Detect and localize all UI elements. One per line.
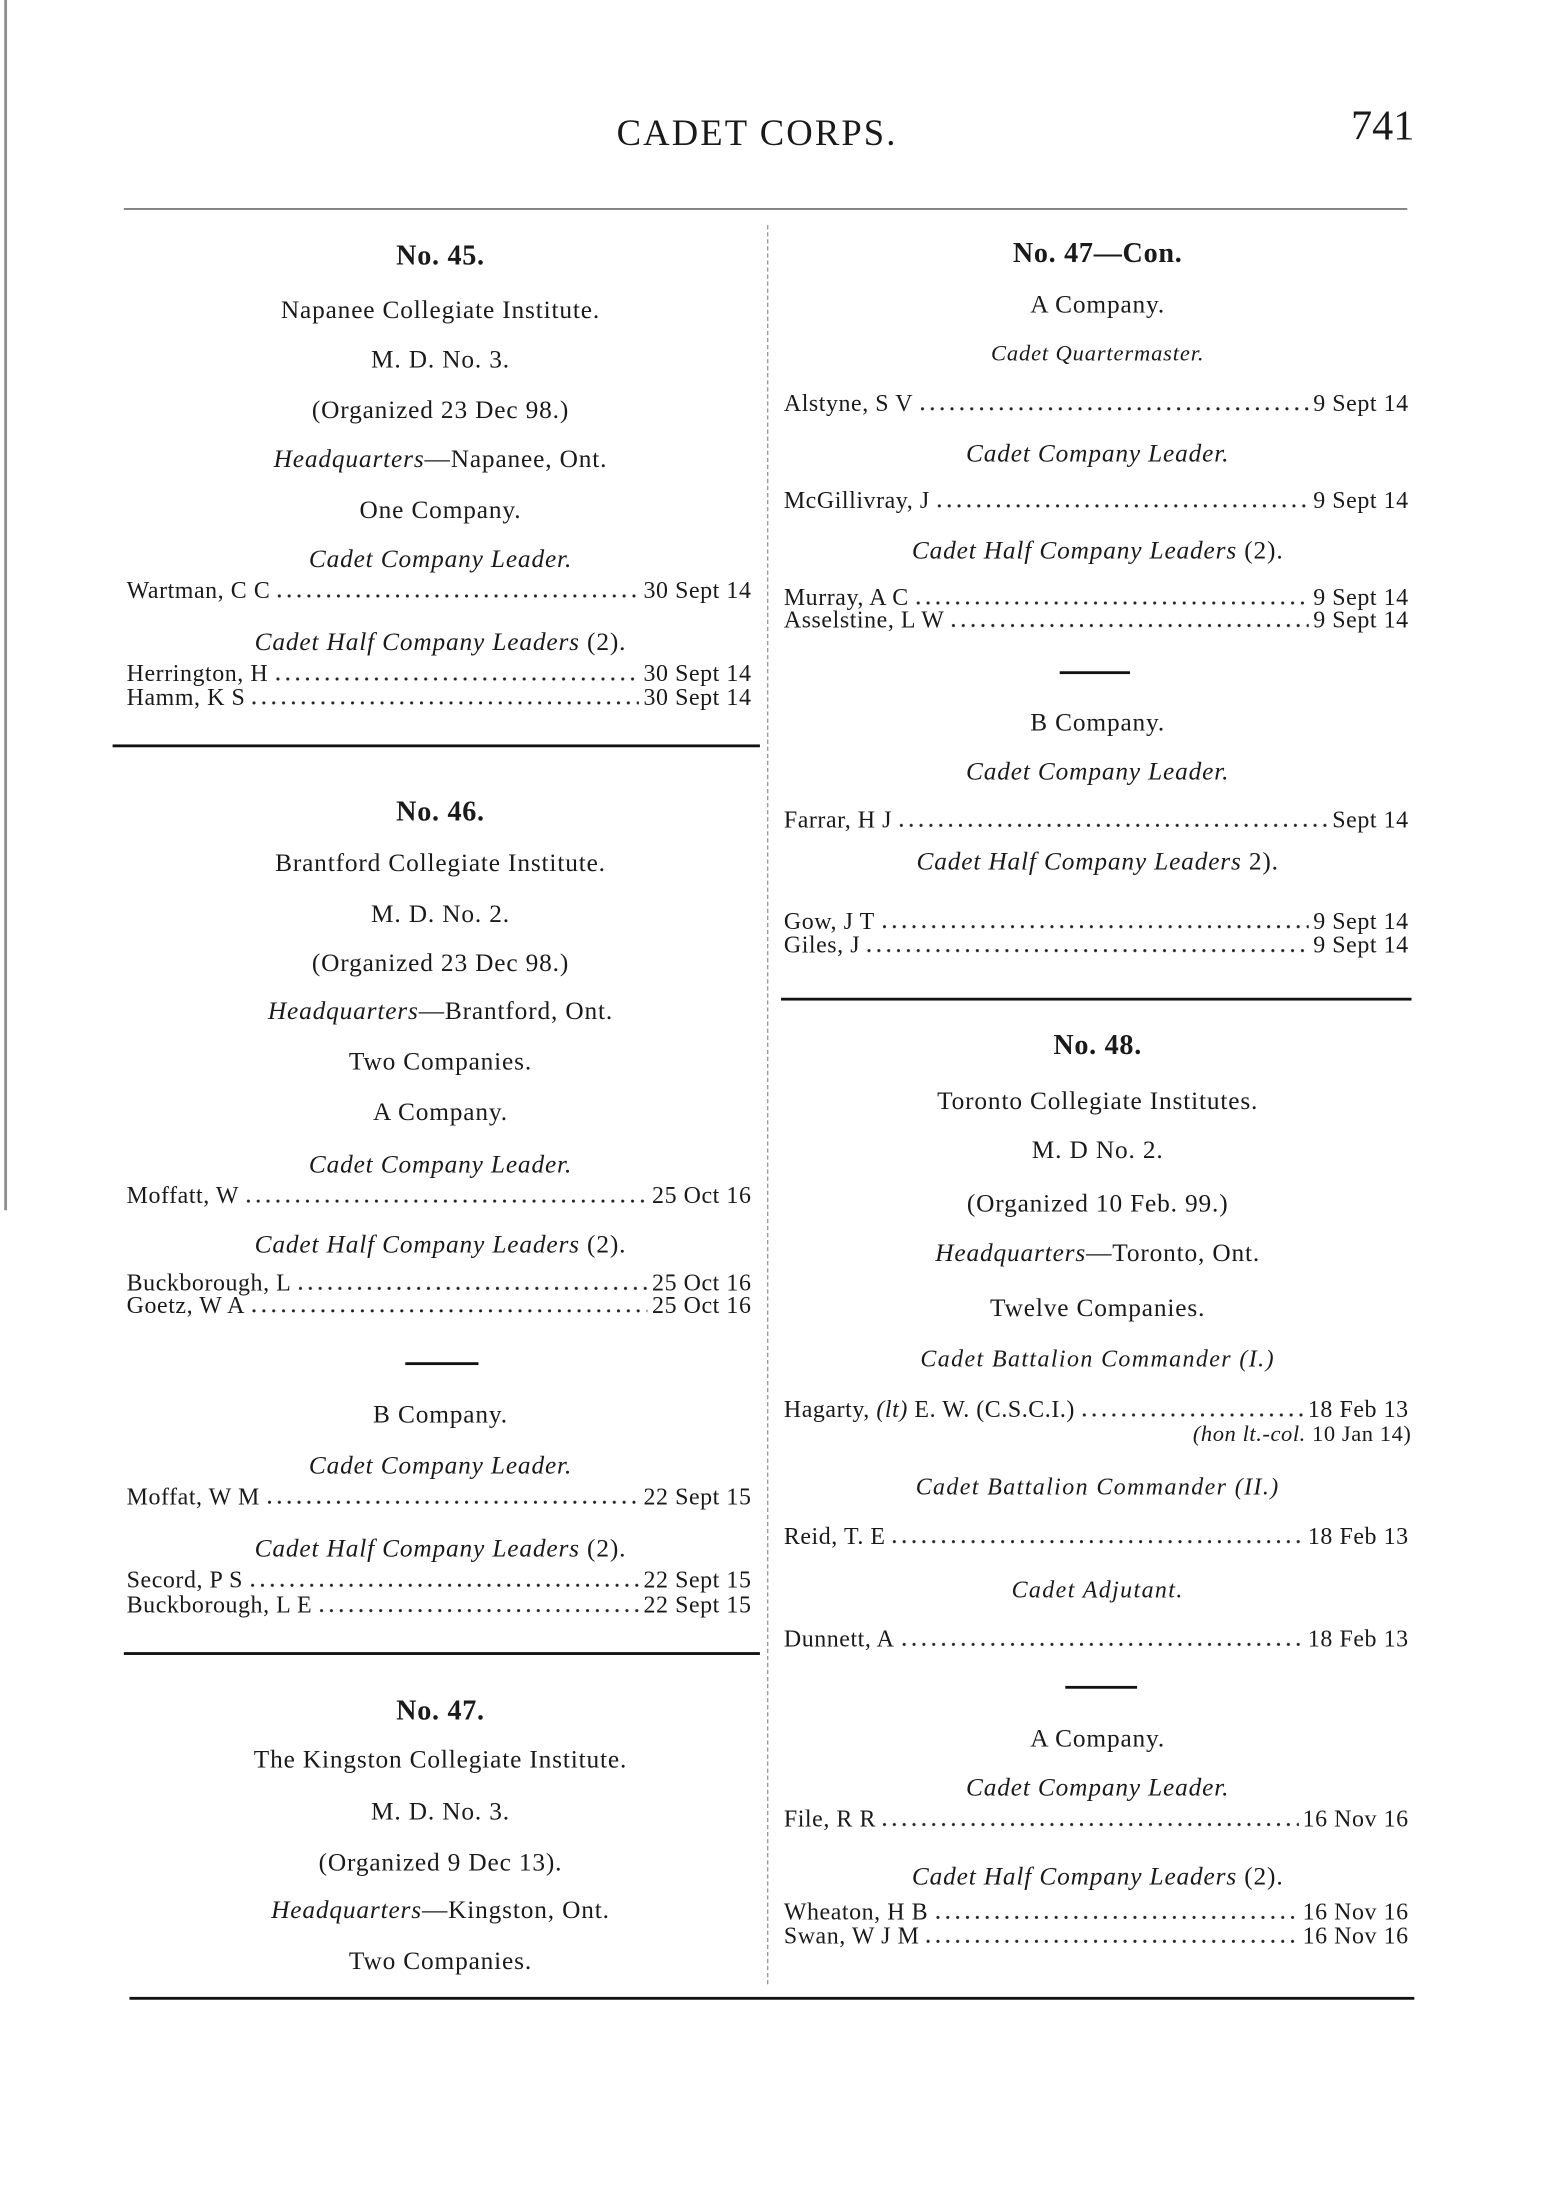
- roster-entry: [784, 1900, 1409, 1924]
- half-company-leaders-title: [781, 535, 1414, 566]
- short-rule: [405, 1362, 478, 1364]
- half-leaders-label: Cadet Half Company Leaders: [916, 847, 1242, 876]
- column-divider: [767, 225, 768, 1984]
- battalion-commander-label: Cadet Battalion Commander: [915, 1473, 1228, 1501]
- roster-entry: [784, 1524, 1409, 1548]
- roster-entry: [127, 1184, 752, 1208]
- roster-date: 22 Sept 15: [643, 1483, 752, 1511]
- headquarters-place: —Toronto, Ont.: [1086, 1238, 1261, 1267]
- dot-leader: [272, 677, 639, 681]
- dot-leader: [250, 701, 640, 705]
- battalion-commander-numeral: (I.): [1239, 1345, 1275, 1373]
- half-leaders-count: (2).: [587, 1533, 627, 1563]
- unit-47-number: No. 47.: [396, 1695, 485, 1727]
- section-rule: [781, 998, 1411, 1001]
- right-column: [781, 0, 1414, 2204]
- half-leaders-label: Cadet Half Company Leaders: [911, 1861, 1238, 1890]
- dot-leader: [296, 1286, 648, 1290]
- unit-48-headquarters: [781, 1237, 1414, 1268]
- company-leader-title: Cadet Company Leader.: [308, 1149, 573, 1178]
- roster-entry: [127, 1485, 752, 1509]
- headquarters-place: —Brantford, Ont.: [418, 996, 614, 1025]
- company-label: A Company.: [373, 1097, 508, 1126]
- dot-leader: [934, 504, 1309, 508]
- roster-entry: [784, 608, 1409, 632]
- roster-entry: [127, 578, 752, 602]
- roster-name: Alstyne, S V: [783, 389, 914, 417]
- dot-leader: [899, 1642, 1304, 1646]
- roster-entry: [784, 1924, 1409, 1948]
- half-company-leaders-title: [124, 626, 757, 657]
- dot-leader: [879, 925, 1309, 929]
- company-leader-title: Cadet Company Leader.: [966, 1773, 1230, 1802]
- roster-name: Buckborough, L: [126, 1269, 292, 1297]
- roster-name: Reid, T. E: [783, 1522, 886, 1550]
- dot-leader: [880, 1822, 1298, 1826]
- company-leader-title: Cadet Company Leader.: [966, 439, 1230, 468]
- battalion-commander-label: Cadet Battalion Commander: [920, 1345, 1233, 1373]
- roster-date: 16 Nov 16: [1302, 1805, 1409, 1833]
- roster-entry: [127, 1293, 752, 1317]
- half-leaders-label: Cadet Half Company Leaders: [911, 536, 1238, 565]
- unit-45-headquarters: [124, 443, 757, 474]
- company-leader-title: Cadet Company Leader.: [308, 1450, 573, 1480]
- roster-date: 22 Sept 15: [643, 1591, 752, 1619]
- roster-surname: Hagarty,: [783, 1396, 877, 1423]
- honorary-date: 10 Jan 14): [1305, 1422, 1412, 1447]
- roster-name: McGillivray, J: [783, 486, 930, 514]
- roster-date: 25 Oct 16: [652, 1291, 752, 1319]
- battalion-commander-numeral: (II.): [1234, 1473, 1280, 1501]
- roster-date: 9 Sept 14: [1313, 606, 1409, 634]
- roster-name: Buckborough, L E: [126, 1591, 313, 1619]
- unit-45-organized: (Organized 23 Dec 98.): [311, 395, 570, 424]
- half-leaders-count: (2).: [1244, 536, 1284, 565]
- dot-leader: [249, 1309, 648, 1313]
- dot-leader: [924, 1939, 1299, 1943]
- unit-46-number: No. 46.: [396, 796, 485, 828]
- half-company-leaders-title: [781, 846, 1414, 877]
- roster-entry: [127, 685, 752, 709]
- headquarters-place: —Napanee, Ont.: [424, 444, 608, 473]
- dot-leader: [316, 1609, 639, 1613]
- section-rule: [124, 1652, 760, 1655]
- adjutant-title: Cadet Adjutant.: [1011, 1576, 1184, 1603]
- unit-45-institute: Napanee Collegiate Institute.: [280, 295, 601, 324]
- binding-edge: [4, 0, 7, 1210]
- roster-date: 9 Sept 14: [1313, 931, 1409, 959]
- roster-date: 30 Sept 14: [643, 660, 752, 687]
- unit-46-organized: (Organized 23 Dec 98.): [311, 948, 570, 977]
- half-leaders-count: (2).: [1244, 1861, 1284, 1890]
- roster-name: Gow, J T: [783, 907, 875, 935]
- unit-46-companies: Two Companies.: [348, 1047, 533, 1076]
- roster-date: 18 Feb 13: [1307, 1625, 1409, 1653]
- roster-name: Herrington, H: [126, 660, 269, 687]
- unit-48-number: No. 48.: [1053, 1030, 1142, 1062]
- unit-48-district: M. D No. 2.: [1031, 1135, 1164, 1164]
- company-leader-title: Cadet Company Leader.: [308, 544, 573, 573]
- unit-48-companies: Twelve Companies.: [990, 1293, 1206, 1322]
- roster-entry: [127, 661, 752, 685]
- roster-entry: [784, 909, 1409, 933]
- roster-name: Secord, P S: [126, 1566, 243, 1594]
- headquarters-label: Headquarters: [267, 996, 419, 1025]
- roster-entry: [127, 1568, 752, 1592]
- half-company-leaders-title: [781, 1860, 1414, 1891]
- roster-date: 18 Feb 13: [1307, 1522, 1409, 1550]
- roster-date: Sept 14: [1332, 806, 1409, 834]
- headquarters-label: Headquarters: [935, 1238, 1087, 1267]
- roster-name: Giles, J: [783, 931, 861, 959]
- short-rule: [1060, 671, 1130, 673]
- unit-46-institute: Brantford Collegiate Institute.: [275, 848, 606, 877]
- company-label: A Company.: [1030, 289, 1166, 319]
- dot-leader: [896, 823, 1328, 827]
- unit-47-companies: Two Companies.: [348, 1946, 533, 1975]
- roster-date: 30 Sept 14: [643, 576, 752, 604]
- roster-entry: [127, 1593, 752, 1617]
- headquarters-label: Headquarters: [273, 444, 425, 473]
- roster-date: 25 Oct 16: [652, 1269, 752, 1297]
- roster-date: 30 Sept 14: [643, 683, 752, 711]
- half-leaders-count: (2).: [587, 627, 627, 656]
- roster-date: 16 Nov 16: [1302, 1898, 1409, 1926]
- roster-name: Moffatt, W: [126, 1182, 240, 1209]
- dot-leader: [247, 1583, 639, 1587]
- half-leaders-count: 2).: [1248, 847, 1279, 876]
- running-head: CADET CORPS.: [616, 112, 898, 154]
- company-leader-title: Cadet Company Leader.: [966, 757, 1230, 786]
- dot-leader: [1079, 1413, 1304, 1417]
- unit-46-headquarters: [124, 995, 757, 1026]
- roster-name: Moffat, W M: [126, 1483, 260, 1511]
- company-label: B Company.: [373, 1400, 508, 1429]
- unit-47-district: M. D. No. 3.: [371, 1797, 510, 1826]
- headquarters-label: Headquarters: [271, 1895, 422, 1924]
- unit-48-institute: Toronto Collegiate Institutes.: [937, 1086, 1259, 1115]
- unit-47-headquarters: [124, 1894, 757, 1925]
- left-column: [124, 0, 757, 2204]
- dot-leader: [243, 1199, 648, 1203]
- unit-45-district: M. D. No. 3.: [371, 344, 510, 373]
- roster-name: Asselstine, L W: [783, 606, 945, 634]
- roster-entry: [784, 808, 1409, 832]
- dot-leader: [913, 601, 1309, 605]
- roster-entry: [784, 391, 1409, 415]
- headquarters-place: —Kingston, Ont.: [421, 1895, 610, 1924]
- roster-date: 25 Oct 16: [652, 1182, 752, 1209]
- unit-47-organized: (Organized 9 Dec 13).: [318, 1847, 563, 1876]
- roster-date: 9 Sept 14: [1313, 486, 1409, 514]
- company-label: A Company.: [1030, 1723, 1166, 1753]
- half-leaders-label: Cadet Half Company Leaders: [254, 1533, 580, 1563]
- roster-name: [784, 1397, 1075, 1421]
- roster-entry: [784, 1807, 1409, 1831]
- roster-name: Goetz, W A: [126, 1291, 246, 1319]
- half-company-leaders-title: [124, 1229, 757, 1260]
- roster-date: 18 Feb 13: [1307, 1396, 1409, 1423]
- honorary-rank-note: [781, 1423, 1414, 1447]
- battalion-commander-2-title: [781, 1472, 1414, 1503]
- dot-leader: [890, 1540, 1304, 1544]
- roster-entry: [784, 1397, 1409, 1421]
- roster-date: 16 Nov 16: [1302, 1922, 1409, 1950]
- half-company-leaders-title: [124, 1533, 757, 1564]
- battalion-commander-1-title: [781, 1344, 1414, 1375]
- roster-date: 22 Sept 15: [643, 1566, 752, 1594]
- section-rule: [113, 744, 760, 747]
- roster-name: Farrar, H J: [783, 806, 893, 834]
- roster-entry: [784, 1627, 1409, 1651]
- roster-date: 9 Sept 14: [1313, 389, 1409, 417]
- dot-leader: [275, 594, 640, 598]
- unit-47-institute: The Kingston Collegiate Institute.: [253, 1745, 628, 1774]
- honorary-rank: (hon lt.-col.: [1192, 1422, 1306, 1447]
- roster-name: Murray, A C: [783, 584, 909, 611]
- company-label: B Company.: [1030, 707, 1166, 737]
- dot-leader: [932, 1915, 1298, 1919]
- dot-leader: [917, 407, 1309, 411]
- roster-entry: [784, 488, 1409, 512]
- unit-47-continued-number: No. 47—Con.: [1012, 237, 1183, 269]
- half-leaders-label: Cadet Half Company Leaders: [254, 1229, 580, 1259]
- roster-name: File, R R: [783, 1805, 877, 1833]
- bottom-rule: [129, 1997, 1414, 2000]
- quartermaster-title: Cadet Quartermaster.: [991, 341, 1205, 366]
- roster-date: 9 Sept 14: [1313, 584, 1409, 611]
- roster-name: Swan, W J M: [783, 1922, 920, 1950]
- page-number: 741: [1350, 102, 1415, 150]
- short-rule: [1065, 1686, 1137, 1688]
- half-leaders-count: (2).: [587, 1229, 627, 1259]
- dot-leader: [864, 948, 1309, 952]
- roster-initials: E. W. (C.S.C.I.): [907, 1396, 1075, 1423]
- roster-name: Wartman, C C: [126, 576, 271, 604]
- half-leaders-label: Cadet Half Company Leaders: [254, 627, 580, 656]
- unit-46-district: M. D. No. 2.: [371, 899, 510, 928]
- roster-rank: (lt): [876, 1396, 908, 1423]
- roster-entry: [784, 933, 1409, 957]
- roster-name: Hamm, K S: [126, 683, 246, 711]
- roster-name: Dunnett, A: [783, 1625, 895, 1653]
- unit-48-organized: (Organized 10 Feb. 99.): [966, 1189, 1229, 1218]
- roster-name: Wheaton, H B: [783, 1898, 929, 1926]
- dot-leader: [264, 1500, 639, 1504]
- roster-date: 9 Sept 14: [1313, 907, 1409, 935]
- unit-45-companies: One Company.: [359, 495, 522, 524]
- unit-45-number: No. 45.: [396, 240, 485, 272]
- dot-leader: [949, 623, 1309, 627]
